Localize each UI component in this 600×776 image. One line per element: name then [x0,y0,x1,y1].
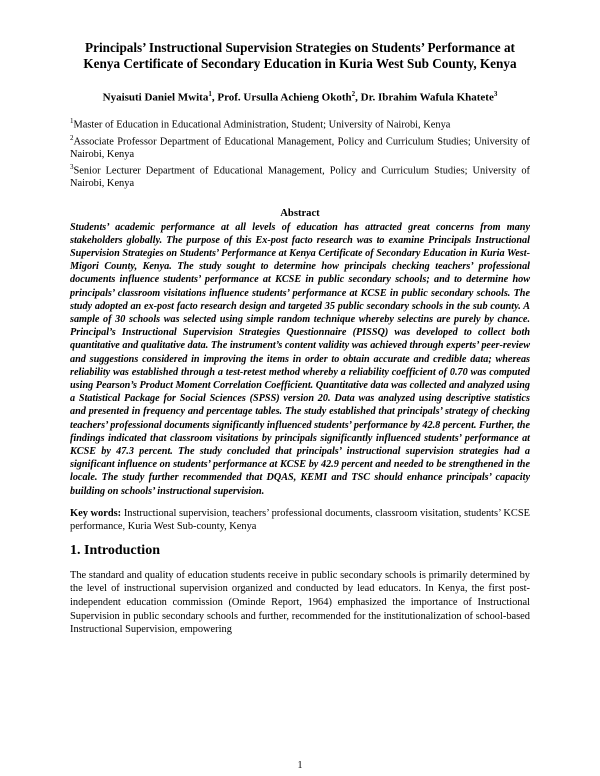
author-name: Prof. Ursulla Achieng Okoth [217,91,352,104]
abstract-heading: Abstract [280,207,320,219]
keywords-label: Key words: [70,507,122,519]
author-sup: 3 [493,90,498,98]
paper-title: Principals’ Instructional Supervision Strategies on Students’ Performance at Kenya Certificate of Secondary Education in Kuria West Sub County, Kenya [83,40,517,71]
affiliation [70,161,530,190]
author-sup: 1 [208,90,212,98]
affiliations [70,115,530,191]
affiliation [70,115,530,132]
section-body: The standard and quality of education students receive in public secondary schools is primarily determined by the level of instructional supervision organized and conducted by lead educators. In Kenya, the first post-independent education commission (Ominde Report, 1964) emphasized the importance of Instructional Supervision in public secondary schools and further, recommended for the institutionalization of school-based Instructional Supervision, empowering [70,569,530,636]
author-name: Dr. Ibrahim Wafula Khatete [360,91,494,104]
affiliation-text: Senior Lecturer Department of Educational Management, Policy and Curriculum Studies; University of Nairobi, Kenya [70,165,530,190]
affiliation-sup: 1 [70,116,74,125]
keywords-text: Instructional supervision, teachers’ professional documents, classroom visitation, students’ KCSE performance, Kuria West Sub-county, Kenya [70,507,530,532]
keywords [70,507,530,533]
author-line: Nyaisuti Daniel Mwita$^1$, Prof. Ursulla Achieng Okoth$^2$, Dr. Ibrahim Wafula Khatete$^3$ [102,90,498,104]
affiliation [70,132,530,161]
abstract-text: Students’ academic performance at all levels of education has attracted great concerns from many stakeholders globally. The purpose of this Ex-post facto research was to examine Principals Instructional Supervision Strategies on Students’ Performance at Kenya Certificate of Secondary Education in Kuria West-Migori County, Kenya. The study sought to determine how principals checking teachers’ professional documents influence students’ performance at KCSE in public secondary schools; and to determine how principals’ classroom visitations influence students’ performance at KCSE in public secondary schools. The study adopted an ex-post facto research design and targeted 35 public secondary schools in the sub county. A sample of 30 schools was selected using simple random technique whereby selectins are purely by chance. Principal’s Instructional Supervision Strategies Questionnaire (PISSQ) was developed to collect both quantitative and qualitative data. The instrument’s content validity was achieved through experts’ peer-review and suggestions considered in improving the items in order to obtain accurate and credible data; whereas reliability was established through a test-retest method whereby a reliability coefficient of 0.70 was computed using Pearson’s Product Moment Correlation Coefficient. Quantitative data was collected and analyzed using a Statistical Package for Social Sciences (SPSS) version 20. Data was analyzed using descriptive statistics and presented in frequency and percentage tables. The study established that principals’ strategy of checking teachers’ professional documents significantly influenced students’ performance by 42.8 percent. Further, the findings indicated that classroom visitations by principals significantly influenced students’ performance at KCSE by 47.3 percent. The study concluded that principals’ instructional supervision strategies had a significant influence on students’ performance at KCSE by 42.9 percent and needed to be strengthened in the locale. The study further recommended that DQAS, KEMI and TSC should enhance principals’ capacity building on schools’ instructional supervision. [70,221,530,497]
author-name: Nyaisuti Daniel Mwita [102,91,209,104]
author-sup: 2 [351,90,356,98]
affiliation-sup: 2 [70,133,74,142]
section-heading: 1. Introduction [70,542,160,558]
affiliation-sup: 3 [70,163,74,172]
page-number: 1 [297,760,303,771]
paper-page [70,40,530,647]
affiliation-text: Master of Education in Educational Administration, Student; University of Nairobi, Kenya [73,119,451,131]
affiliation-text: Associate Professor Department of Educational Management, Policy and Curriculum Studies; University of Nairobi, Kenya [70,136,530,160]
